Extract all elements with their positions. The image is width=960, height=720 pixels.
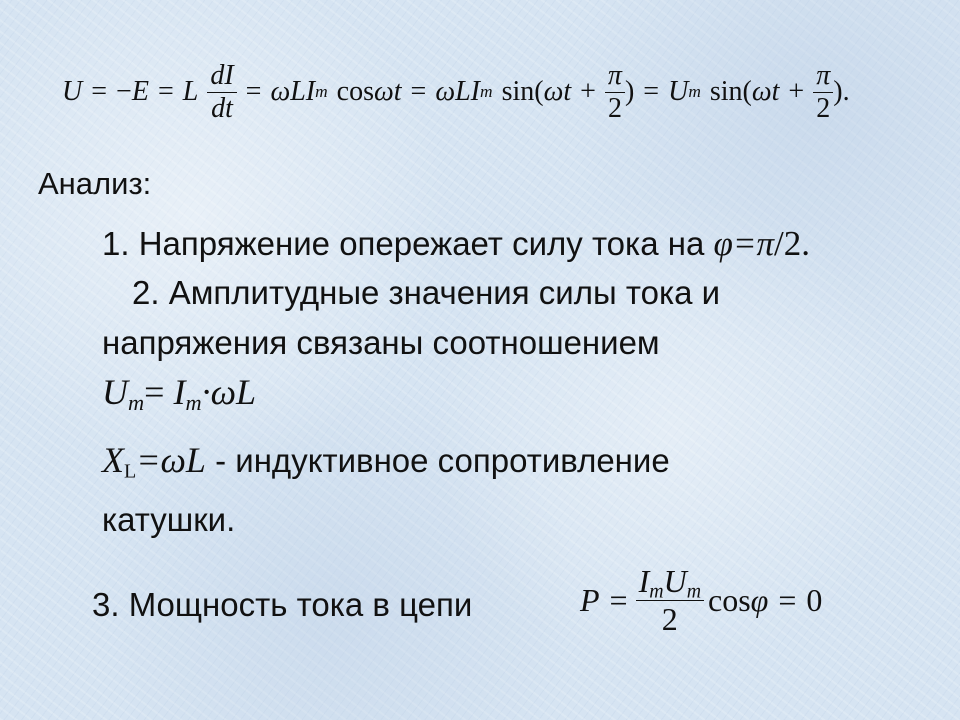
func-sin: sin( xyxy=(709,76,752,107)
equals-sign: = xyxy=(410,76,427,107)
dot-omega-L: ·ωL xyxy=(201,372,257,412)
omega-L-expr: =ωL xyxy=(136,440,206,480)
equals-sign: = xyxy=(157,76,174,107)
fraction-denominator: 2 xyxy=(607,92,622,124)
fraction-ImUm-2 xyxy=(636,563,704,638)
fraction-denominator: dt xyxy=(211,92,233,124)
fraction-pi-2 xyxy=(605,60,625,125)
subscript-m: m xyxy=(128,390,145,416)
fraction-denominator: 2 xyxy=(816,92,831,124)
plus-sign: + xyxy=(580,76,596,107)
close-paren: ) xyxy=(624,76,635,107)
symbol-U: U xyxy=(668,76,689,107)
reactance-line-1 xyxy=(102,440,670,483)
fraction-numerator: π xyxy=(607,59,622,91)
symbol-U: U xyxy=(102,372,128,412)
symbol-phi: φ xyxy=(750,581,769,618)
minus-sign: − xyxy=(116,76,132,107)
zero-value: 0 xyxy=(806,581,823,618)
formula-voltage: U = − E = L $\frac{dI}{dt}$ = ωLI m cos ωt = ωLI m sin( ωt + $\frac{\pi}{2}$ ) = U m sin( ωt + $\frac{\pi}{2}$ ). xyxy=(62,59,850,124)
point-2-line-1: 2. Амплитудные значения силы тока и xyxy=(132,274,721,311)
term-omega-t: ωt xyxy=(373,76,402,107)
symbol-U: U xyxy=(62,76,83,107)
fraction-denominator: 2 xyxy=(661,600,678,637)
equals-sign: = xyxy=(91,76,108,107)
func-cos: cos xyxy=(708,581,751,618)
subscript-m: m xyxy=(649,580,664,603)
point-1-text: 1. Напряжение опережает силу тока на xyxy=(102,225,714,262)
fraction-dI-dt xyxy=(207,60,236,125)
subscript-m: m xyxy=(185,390,202,416)
symbol-X: X xyxy=(102,440,124,480)
func-cos: cos xyxy=(336,76,374,107)
equals-sign: = xyxy=(245,76,262,107)
symbol-I: I xyxy=(173,372,186,412)
term-omega-LI: ωLI xyxy=(270,76,316,107)
equals-sign: = xyxy=(643,76,660,107)
fraction-numerator xyxy=(636,562,704,603)
term-omega-LI: ωLI xyxy=(435,76,481,107)
subscript-L: L xyxy=(124,460,137,483)
symbol-P: P xyxy=(580,581,600,618)
term-omega-t: ωt xyxy=(543,76,572,107)
fraction-pi-2 xyxy=(813,60,833,125)
symbol-E: E xyxy=(131,76,149,107)
formula-power xyxy=(580,552,822,648)
symbol-U: U xyxy=(663,562,687,599)
reactance-line-2: катушки. xyxy=(102,501,236,538)
symbol-L: L xyxy=(182,76,199,107)
equals-sign: = xyxy=(144,372,174,412)
term-omega-t: ωt xyxy=(751,76,780,107)
subscript-m: m xyxy=(686,580,702,603)
close-paren-period: ). xyxy=(833,76,850,107)
amplitude-relation xyxy=(102,372,257,416)
point-1 xyxy=(102,226,810,261)
reactance-description: - индуктивное сопротивление xyxy=(205,442,670,479)
fraction-numerator: dI xyxy=(210,59,234,91)
plus-sign: + xyxy=(788,76,805,107)
analysis-heading: Анализ: xyxy=(38,166,152,201)
phi-equals-pi: φ=π xyxy=(713,224,774,263)
equals-sign: = xyxy=(609,581,628,618)
equals-sign: = xyxy=(778,581,797,618)
point-2-line-2: напряжения связаны соотношением xyxy=(102,324,660,361)
point-3: 3. Мощность тока в цепи xyxy=(92,586,473,623)
symbol-I: I xyxy=(638,562,650,599)
fraction-numerator: π xyxy=(816,59,831,91)
func-sin: sin( xyxy=(501,76,544,107)
over-two: /2. xyxy=(773,224,810,263)
